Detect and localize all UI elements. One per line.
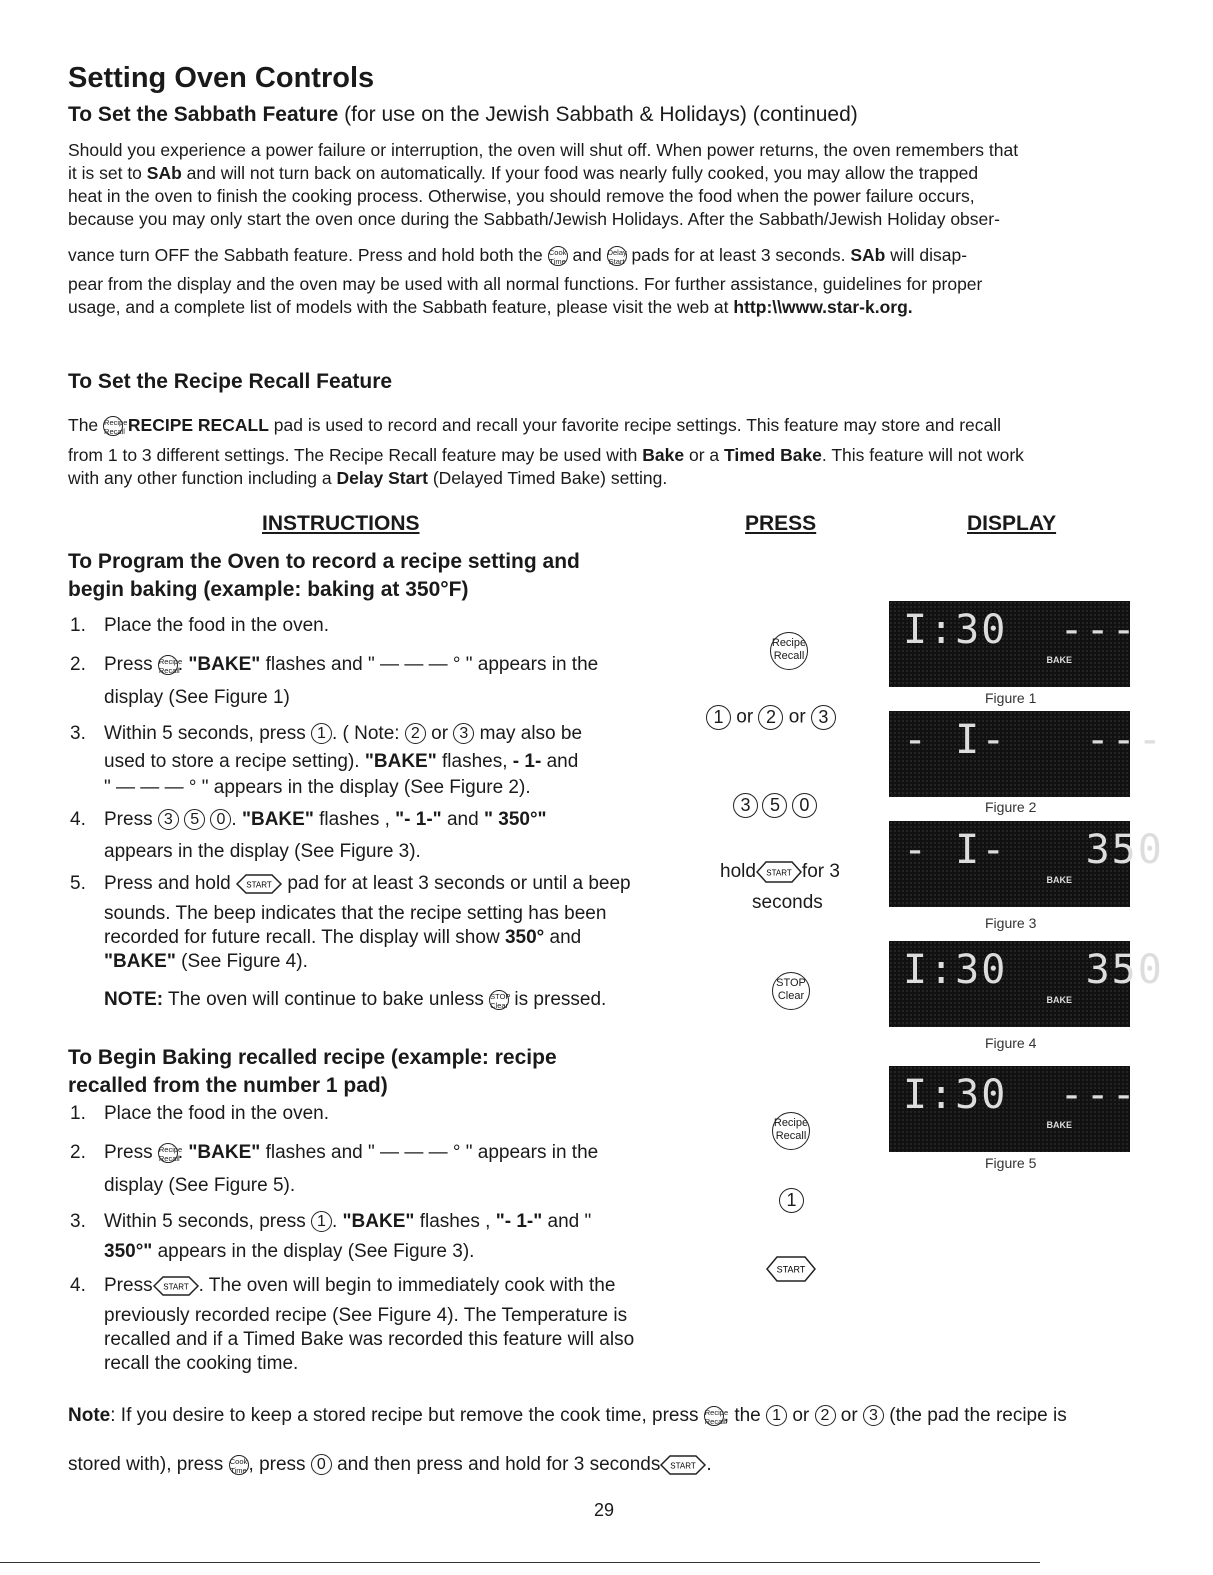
text: for 3 [801,861,840,883]
pad-label: STOP [776,977,806,989]
figure-caption: Figure 4 [985,1035,1037,1051]
bake-word: Bake [642,445,685,465]
text: recorded for future recall. The display will show [104,927,500,948]
step-text: recall the cooking time. [104,1353,299,1374]
one-word: "- 1-" [495,1211,543,1232]
bake-word: "BAKE" [104,951,176,972]
step-text [104,749,578,774]
digit-3-pad-icon: 3 [733,793,758,818]
pad-label: Start [608,257,625,267]
sabbath-line: Should you experience a power failure or interruption, the oven will shut off. When power returns, the oven remembers that [68,140,1019,160]
heading-line: To Program the Oven to record a recipe setting and [68,550,580,573]
text: and then press and hold for 3 seconds [337,1454,661,1475]
digit-1-pad-icon: 1 [311,723,332,744]
cook-time-pad-icon [229,1455,249,1475]
display-readout: I:30 --- [903,1072,1138,1118]
recipe-recall-pad-icon [158,655,183,675]
text: . ( Note: [331,723,400,744]
step-text: Place the food in the oven. [104,1103,329,1124]
step-row [68,1101,688,1137]
bottom-note-line-2: stored with), press Cook Time, press 0 and then press and hold for 3 seconds START . [68,1454,712,1475]
text: Press [104,809,153,830]
step-row [68,719,668,749]
sabbath-heading-bold: To Set the Sabbath Feature [68,103,339,126]
temp-word: 350°" [104,1241,153,1262]
step-number: 1. [70,1103,86,1124]
column-instructions: INSTRUCTIONS [262,512,420,535]
figure-caption: Figure 3 [985,915,1037,931]
sabbath-line [68,240,1158,270]
text: from 1 to 3 different settings. The Recipe Recall feature may be used with [68,445,638,465]
pad-label: Recall [704,1416,726,1426]
start-pad-label: START [162,1282,189,1292]
text: (the pad the recipe is [889,1405,1067,1426]
step-text: " — — — ° " appears in the display (See Figure 2). [104,777,531,798]
step-row [68,613,668,649]
recipe-recall-bold: RECIPE RECALL [127,415,269,435]
digit-3-pad-icon: 3 [158,809,179,830]
note-label: Note [68,1405,111,1426]
text: Press and hold [104,873,231,894]
pad-label: Recipe [158,1144,183,1154]
recipe-heading: To Set the Recipe Recall Feature [68,370,393,393]
bake-word: "BAKE" [364,751,437,772]
display-figure-1 [889,601,1138,687]
note-row [68,985,668,1015]
text: or a [688,445,720,465]
step-row [68,805,668,839]
cook-time-pad-icon [548,246,568,266]
step-row [68,1271,688,1303]
sab-word: SAb [850,245,886,265]
sabbath-heading-rest: (for use on the Jewish Sabbath & Holidays) (continued) [344,103,858,126]
pad-label: Recall [158,665,180,675]
press-digit-choice [706,705,836,730]
step-text: Place the food in the oven. [104,615,329,636]
step-row [68,1207,688,1239]
recipe-line [68,410,1158,440]
step-row [68,649,668,685]
recipe-paragraph [68,410,1158,490]
one-word: - 1- [512,751,542,772]
text: , the [723,1405,761,1426]
bake-word: "BAKE" [188,654,261,675]
pad-label: Recipe [771,637,807,649]
digit-5-pad-icon: 5 [184,809,205,830]
stop-clear-pad-icon [489,990,509,1010]
sab-word: SAb [146,163,182,183]
recipe-recall-pad-icon [770,632,808,670]
text: flashes , [419,1211,491,1232]
pad-label: Clear [777,990,805,1002]
step-row [68,775,668,805]
pad-label: Cook [548,248,567,258]
step-text: display (See Figure 1) [104,687,290,708]
digit-3-pad-icon: 3 [811,705,836,730]
digit-0-pad-icon: 0 [792,793,817,818]
column-display: DISPLAY [967,512,1057,535]
text: flashes and " — — — ° " appears in the [265,1142,599,1163]
text: pad is used to record and recall your favorite recipe settings. This feature may store and recall [273,415,1002,435]
start-pad-icon [765,1255,817,1283]
display-readout: I:30 350 [903,947,1164,993]
text: usage, and a complete list of models with the Sabbath feature, please visit the web at [68,297,729,317]
display-bake-label: BAKE [1046,655,1072,665]
start-pad-icon [153,1275,199,1297]
step-text [104,1271,615,1301]
step-number: 2. [70,654,86,675]
display-figure-3 [889,821,1164,907]
pad-label: Recall [104,427,125,437]
text: . The oven will begin to immediately cook with the [198,1275,616,1296]
press-hold-start [720,860,840,884]
digit-1-pad-icon: 1 [706,705,731,730]
text: Press [104,1275,153,1296]
pad-label: Recipe [104,418,128,428]
start-pad-label: START [776,1264,806,1275]
step-number: 4. [70,1275,86,1296]
sabbath-line [68,296,1158,319]
digit-5-pad-icon: 5 [762,793,787,818]
text: or [840,1405,858,1426]
display-readout: - I- --- [903,717,1164,763]
step-row [68,1351,688,1375]
stop-clear-pad-icon [772,972,810,1010]
digit-1-pad-icon: 1 [311,1211,332,1232]
column-press: PRESS [745,512,817,535]
step-row [68,1327,688,1351]
text: flashes , [319,809,390,830]
step-text [104,869,631,899]
step-number: 3. [70,723,86,744]
step-text [104,949,308,974]
step-row [68,839,668,869]
text: flashes and " — — — ° " appears in the [265,654,599,675]
bake-word: "BAKE" [188,1142,261,1163]
digit-1-pad-icon: 1 [779,1188,804,1213]
text: or [792,1405,810,1426]
pad-label: Time [230,1465,247,1475]
step-row [68,685,668,719]
sabbath-line: because you may only start the oven once during the Sabbath/Jewish Holidays. After the Sabbath/Jewish Holiday obser- [68,209,1000,229]
start-pad-icon [236,873,282,895]
step-row [68,869,668,901]
pad-label: Recall [773,650,805,662]
digit-2-pad-icon: 2 [405,723,426,744]
text: or [431,723,449,744]
pad-label: Recall [158,1153,180,1163]
start-pad-label: START [246,880,272,890]
pad-label: Cook [229,1456,248,1466]
text: and [446,809,479,830]
delay-start-pad-icon [607,246,627,266]
pad-label: Delay [607,248,627,258]
one-word: "- 1-" [395,809,442,830]
step-number: 2. [70,1142,86,1163]
step-row [68,901,668,925]
text: Within 5 seconds, press [104,1211,306,1232]
text: and will not turn back on automatically. If your food was nearly fully cooked, you may allow the trapped [181,163,979,183]
digit-3-pad-icon: 3 [863,1405,884,1426]
page-number: 29 [594,1500,615,1520]
text: (Delayed Timed Bake) setting. [432,468,668,488]
sabbath-line: heat in the oven to finish the cooking process. Otherwise, you should remove the food when the power failure occurs, [68,186,975,206]
text: or [788,706,806,728]
begin-heading [68,1044,688,1100]
press-350-sequence [733,793,817,818]
temp-word: 350° [504,927,545,948]
start-pad-label: START [766,868,792,878]
page-title: Setting Oven Controls [68,62,375,94]
display-bake-label: BAKE [1046,995,1072,1005]
pad-label: Recall [775,1130,807,1142]
sabbath-paragraph [68,139,1158,319]
text: (See Figure 4). [181,951,308,972]
step-text: Press 3 5 0 . "BAKE" flashes , "- 1-" and " 350°" [104,809,547,830]
step-text [104,719,582,749]
step-row [68,1137,688,1173]
step-text: sounds. The beep indicates that the recipe setting has been [104,903,607,924]
step-text [104,1239,474,1264]
step-row [68,949,668,985]
step-text: recalled and if a Timed Bake was recorded this feature will also [104,1329,635,1350]
step-row [68,749,668,775]
text: pad for at least 3 seconds or until a beep [287,873,631,894]
text: Press [104,654,153,675]
step-text: previously recorded recipe (See Figure 4). The Temperature is [104,1305,628,1326]
bake-word: "BAKE" [241,809,314,830]
step-text: Within 5 seconds, press 1 . "BAKE" flashes , "- 1-" and " [104,1211,592,1232]
text: used to store a recipe setting). [104,751,360,772]
heading-line: recalled from the number 1 pad) [68,1074,388,1097]
start-pad-label: START [670,1461,697,1471]
digit-2-pad-icon: 2 [758,705,783,730]
text: vance turn OFF the Sabbath feature. Press and hold both the [68,245,543,265]
bake-word: "BAKE" [342,1211,415,1232]
digit-0-pad-icon: 0 [210,809,231,830]
step-text: display (See Figure 5). [104,1175,296,1196]
figure-caption: Figure 1 [985,690,1037,706]
pad-label: Recipe [773,1117,809,1129]
display-figure-5 [889,1066,1138,1152]
start-pad-icon [660,1454,706,1476]
step-number: 3. [70,1211,86,1232]
digit-2-pad-icon: 2 [815,1405,836,1426]
step-row [68,925,668,949]
display-figure-2 [889,711,1164,797]
step-number: 5. [70,873,86,894]
step-row [68,1239,688,1271]
text: and [549,927,582,948]
figure-caption: Figure 5 [985,1155,1037,1171]
sabbath-heading [68,103,858,127]
pad-label: STOP [490,991,511,1001]
recipe-recall-pad-icon [103,416,128,437]
text: stored with), press [68,1454,224,1475]
text: with any other function including a [68,468,332,488]
text: : If you desire to keep a stored recipe but remove the cook time, press [110,1405,699,1426]
text: The [68,415,99,435]
display-bake-label: BAKE [1046,875,1072,885]
text: and [546,751,579,772]
text: , press [248,1454,306,1475]
pad-label: Recipe [158,656,183,666]
text: Press [104,1142,153,1163]
note-label: NOTE: [104,989,164,1010]
text: or [736,706,754,728]
text: and [572,245,602,265]
text: may also be [479,723,583,744]
timed-bake-word: Timed Bake [724,445,822,465]
step-text: Press Recipe Recall. "BAKE" flashes and " — — — ° " appears in the [104,654,599,675]
step-text [104,925,581,950]
text: Within 5 seconds, press [104,723,306,744]
text: will disap- [890,245,968,265]
digit-0-pad-icon: 0 [311,1454,332,1475]
text: . This feature will not work [821,445,1024,465]
step-text: Press Recipe Recall. "BAKE" flashes and " — — — ° " appears in the [104,1142,599,1163]
step-row [68,1303,688,1327]
step-text: appears in the display (See Figure 3). [104,841,421,862]
note-text [104,985,606,1015]
step-number: 4. [70,809,86,830]
recipe-line [68,467,1158,490]
recipe-line [68,444,1158,467]
digit-1-pad-icon: 1 [766,1405,787,1426]
text: is pressed. [514,989,607,1010]
text: flashes, [442,751,508,772]
text: it is set to [68,163,147,183]
step-number: 1. [70,615,86,636]
display-readout: - I- 350 [903,827,1164,873]
text: The oven will continue to bake unless [168,989,484,1010]
start-pad-icon [756,860,802,884]
pad-label: Clear [490,1000,509,1010]
text: appears in the display (See Figure 3). [157,1241,475,1262]
heading-line: begin baking (example: baking at 350°F) [68,578,469,601]
footer-rule [0,1562,1040,1563]
bottom-note-line-1 [68,1400,1067,1432]
recipe-recall-pad-icon [772,1112,810,1150]
program-steps [68,613,668,1015]
text: hold [720,861,756,883]
press-seconds-label: seconds [752,892,823,913]
recipe-recall-pad-icon [704,1406,729,1426]
display-figure-4 [889,941,1164,1027]
program-heading [68,548,688,604]
sabbath-line: pear from the display and the oven may be used with all normal functions. For further assistance, guidelines for proper [68,274,983,294]
step-row [68,1173,688,1207]
display-bake-label: BAKE [1046,1120,1072,1130]
star-k-link[interactable]: http:\\www.star-k.org. [733,297,913,317]
recipe-recall-pad-icon [158,1143,183,1163]
figure-caption: Figure 2 [985,799,1037,815]
temp-word: " 350°" [483,809,547,830]
pad-label: Recipe [704,1407,729,1417]
sabbath-line [68,162,1158,185]
heading-line: To Begin Baking recalled recipe (example: recipe [68,1046,557,1069]
digit-3-pad-icon: 3 [453,723,474,744]
pad-label: Time [549,257,566,267]
begin-steps [68,1101,688,1375]
delay-start-word: Delay Start [336,468,428,488]
display-readout: I:30 --- [903,607,1138,653]
text: and " [547,1211,592,1232]
text: pads for at least 3 seconds. [631,245,846,265]
